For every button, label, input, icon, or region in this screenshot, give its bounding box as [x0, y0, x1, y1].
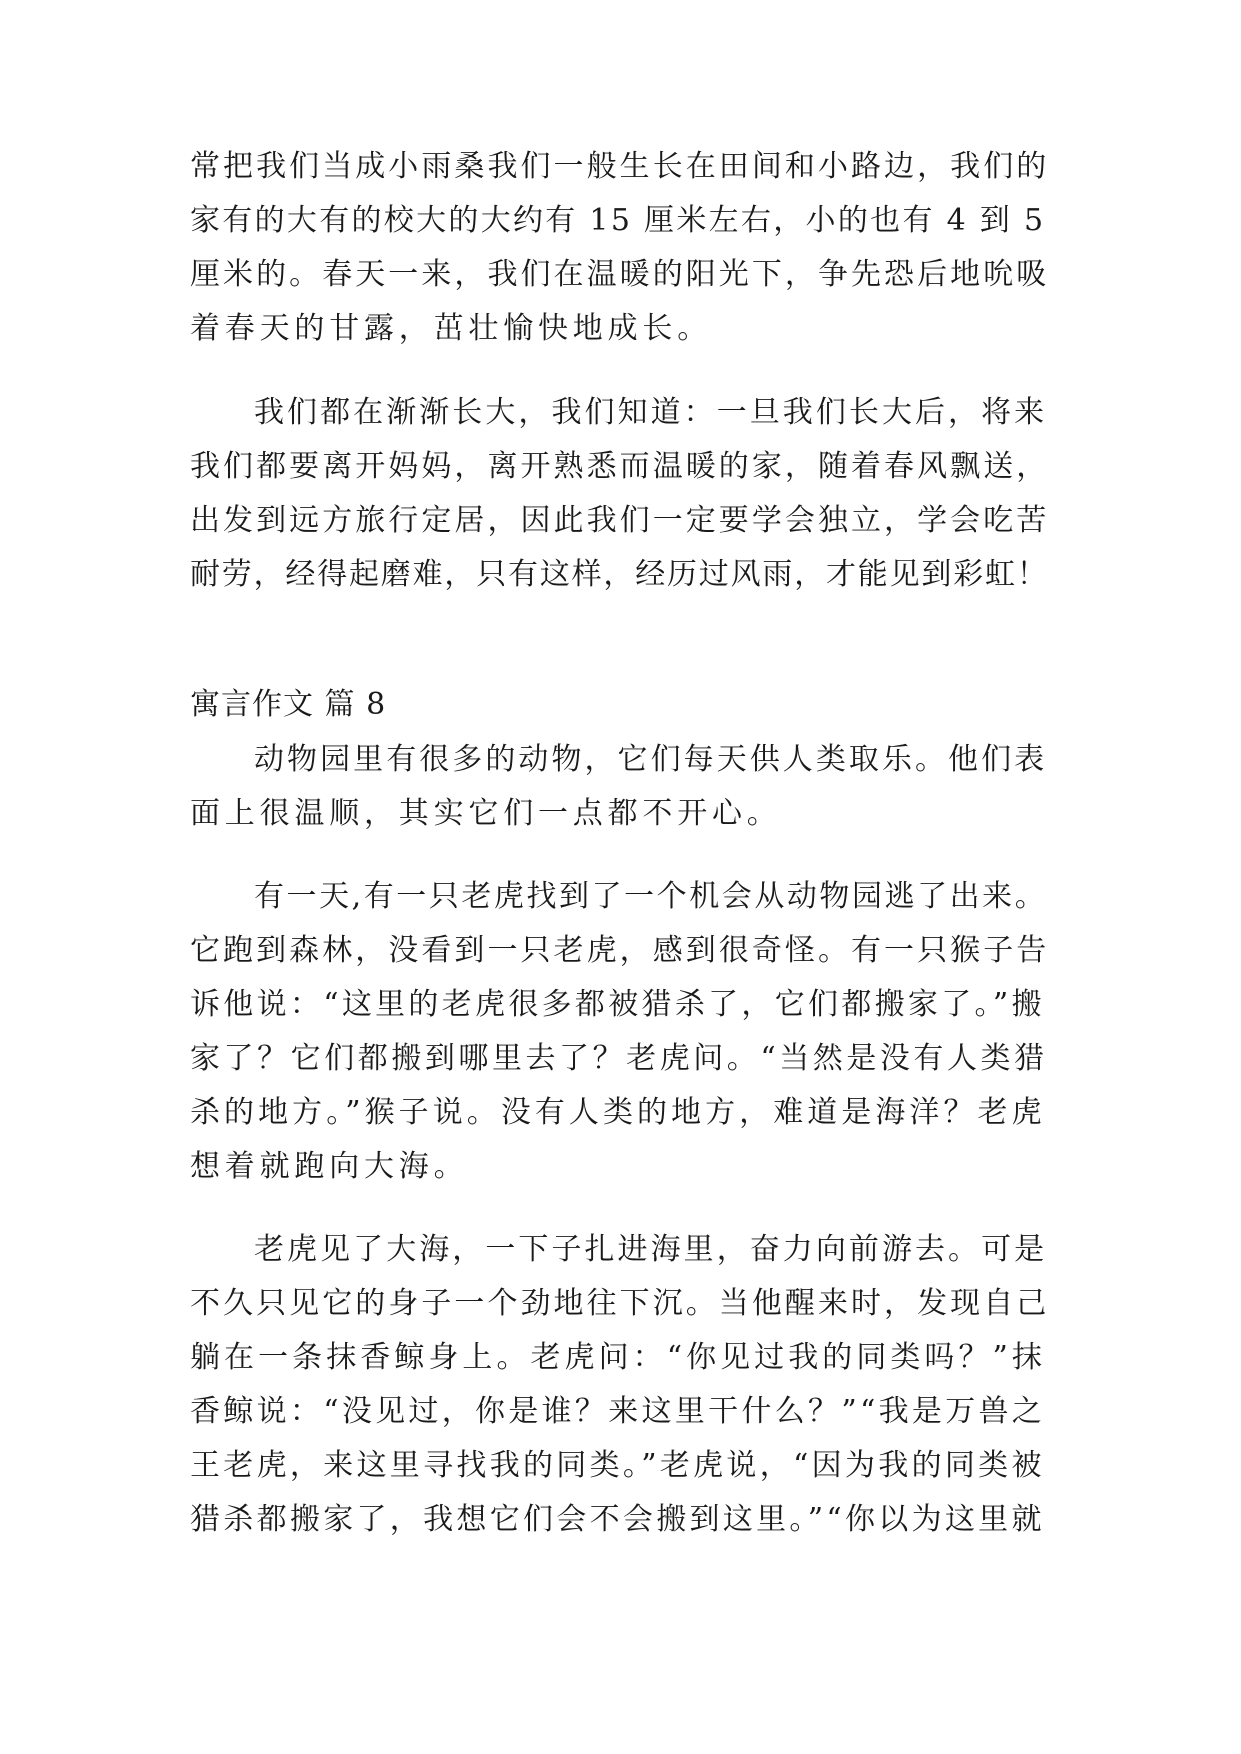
text-line: 面上很温顺，其实它们一点都不开心。: [190, 796, 782, 831]
text-line: 不久只见它的身子一个劲地往下沉。当他醒来时，发现自己: [190, 1286, 1050, 1321]
text-line: 动物园里有很多的动物，它们每天供人类取乐。他们表: [254, 742, 1048, 777]
text-line: 老虎见了大海，一下子扎进海里，奋力向前游去。可是: [254, 1232, 1048, 1267]
text-line: 我们都在渐渐长大，我们知道：一旦我们长大后，将来: [254, 395, 1048, 430]
text-line: 香鲸说：“没见过，你是谁？来这里干什么？”“我是万兽之: [190, 1394, 1046, 1429]
text-line: 躺在一条抹香鲸身上。老虎问：“你见过我的同类吗？”抹: [190, 1340, 1046, 1375]
text-line: 有一天,有一只老虎找到了一个机会从动物园逃了出来。: [254, 879, 1048, 914]
text-line: 我们都要离开妈妈，离开熟悉而温暖的家，随着春风飘送，: [190, 449, 1050, 484]
text-line: 它跑到森林，没看到一只老虎，感到很奇怪。有一只猴子告: [190, 933, 1050, 968]
text-line: 出发到远方旅行定居，因此我们一定要学会独立，学会吃苦: [190, 503, 1050, 538]
text-line: 想着就跑向大海。: [190, 1149, 469, 1184]
text-line: 杀的地方。”猴子说。没有人类的地方，难道是海洋？老虎: [190, 1095, 1046, 1130]
text-line: 着春天的甘露，茁壮愉快地成长。: [190, 311, 712, 346]
text-line: 耐劳，经得起磨难，只有这样，经历过风雨，才能见到彩虹！: [190, 557, 1049, 592]
text-line: 王老虎，来这里寻找我的同类。”老虎说，“因为我的同类被: [190, 1448, 1045, 1483]
text-line: 家有的大有的校大的大约有 15 厘米左右，小的也有 4 到 5: [190, 203, 1046, 238]
text-line: 猎杀都搬家了，我想它们会不会搬到这里。”“你以为这里就: [190, 1502, 1045, 1537]
section-title: 寓言作文 篇 8: [190, 687, 387, 722]
text-line: 家了？它们都搬到哪里去了？老虎问。“当然是没有人类猎: [190, 1041, 1048, 1076]
text-line: 诉他说：“这里的老虎很多都被猎杀了，它们都搬家了。”搬: [190, 987, 1045, 1022]
text-line: 厘米的。春天一来，我们在温暖的阳光下，争先恐后地吮吸: [190, 257, 1050, 292]
text-line: 常把我们当成小雨桑我们一般生长在田间和小路边，我们的: [190, 149, 1050, 184]
